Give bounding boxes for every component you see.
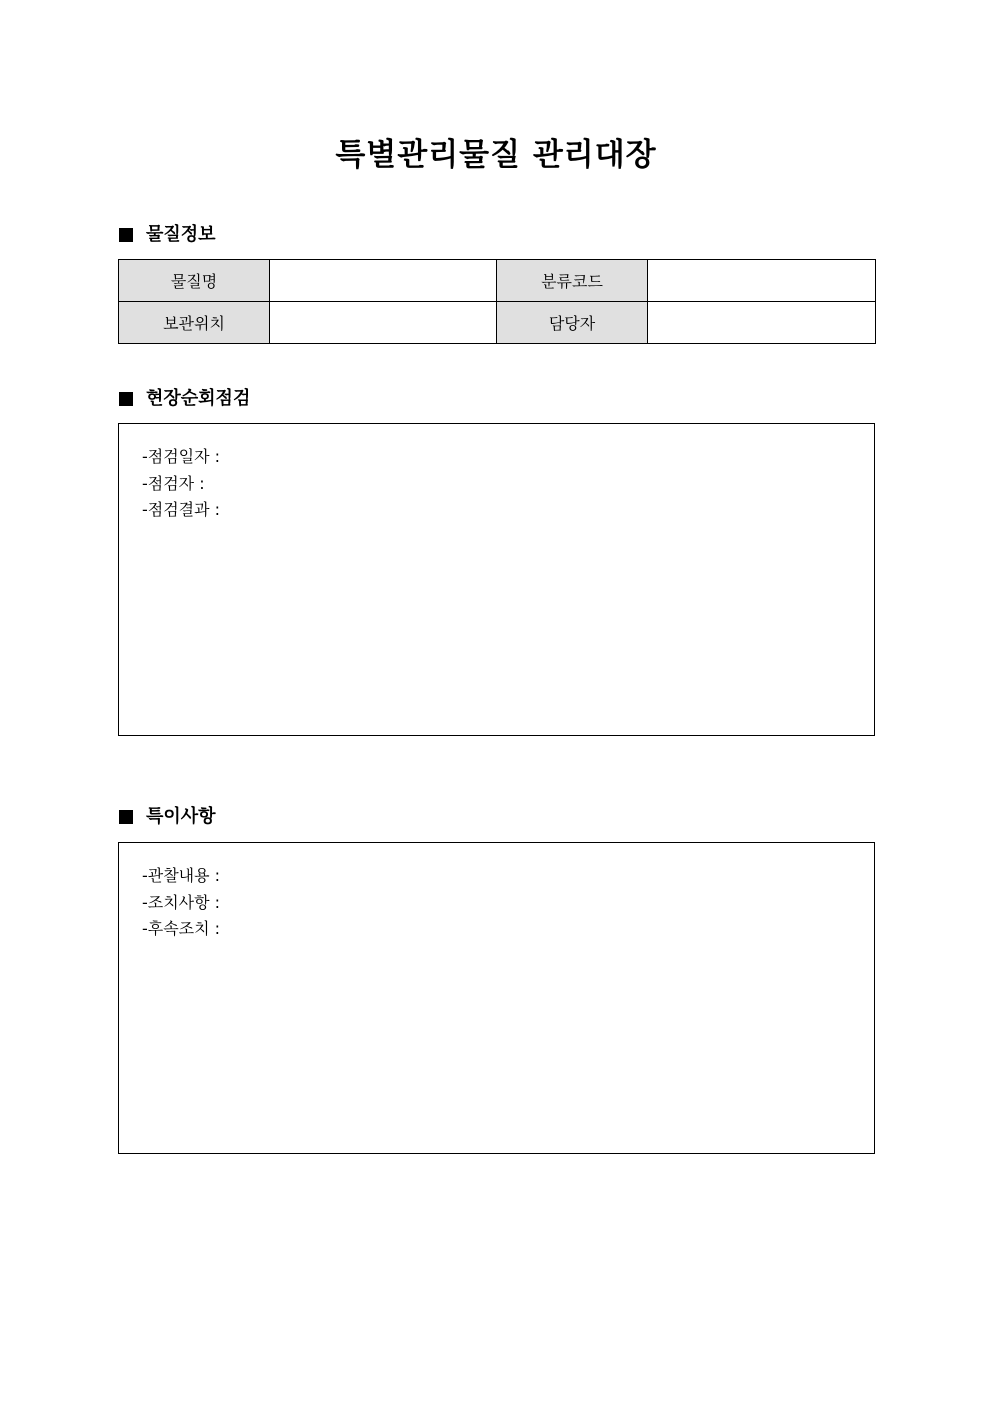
storage-location-label: 보관위치 (119, 302, 270, 344)
material-name-field[interactable] (270, 260, 497, 302)
classification-code-label: 분류코드 (497, 260, 648, 302)
table-row (119, 260, 876, 302)
site-inspection-heading-text: 현장순회점검 (146, 388, 251, 409)
observation-line: -관찰내용 : (142, 866, 221, 885)
action-taken-line: -조치사항 : (142, 892, 221, 912)
remarks-box[interactable] (118, 842, 875, 1154)
document-title: 특별관리물질 관리대장 (335, 137, 657, 173)
remarks-heading-text: 특이사항 (146, 806, 216, 827)
material-info-heading (119, 223, 216, 247)
storage-location-field[interactable] (270, 302, 497, 344)
inspection-result-line: -점검결과 : (142, 500, 221, 519)
square-bullet-icon (119, 228, 133, 242)
inspector-line: -점검자 : (142, 473, 205, 493)
site-inspection-lines (142, 444, 220, 524)
square-bullet-icon (119, 392, 133, 406)
site-inspection-box[interactable] (118, 423, 875, 736)
classification-code-field[interactable] (648, 260, 876, 302)
inspection-date-line: -점검일자 : (142, 447, 221, 466)
material-info-heading-text: 물질정보 (146, 224, 216, 245)
follow-up-line: -후속조치 : (142, 919, 221, 938)
person-in-charge-field[interactable] (648, 302, 876, 344)
remarks-heading (119, 805, 216, 829)
square-bullet-icon (119, 810, 133, 824)
material-info-table (118, 259, 876, 344)
remarks-lines (142, 863, 220, 943)
site-inspection-heading (119, 387, 250, 411)
table-row (119, 302, 876, 344)
material-name-label: 물질명 (119, 260, 270, 302)
person-in-charge-label: 담당자 (497, 302, 648, 344)
